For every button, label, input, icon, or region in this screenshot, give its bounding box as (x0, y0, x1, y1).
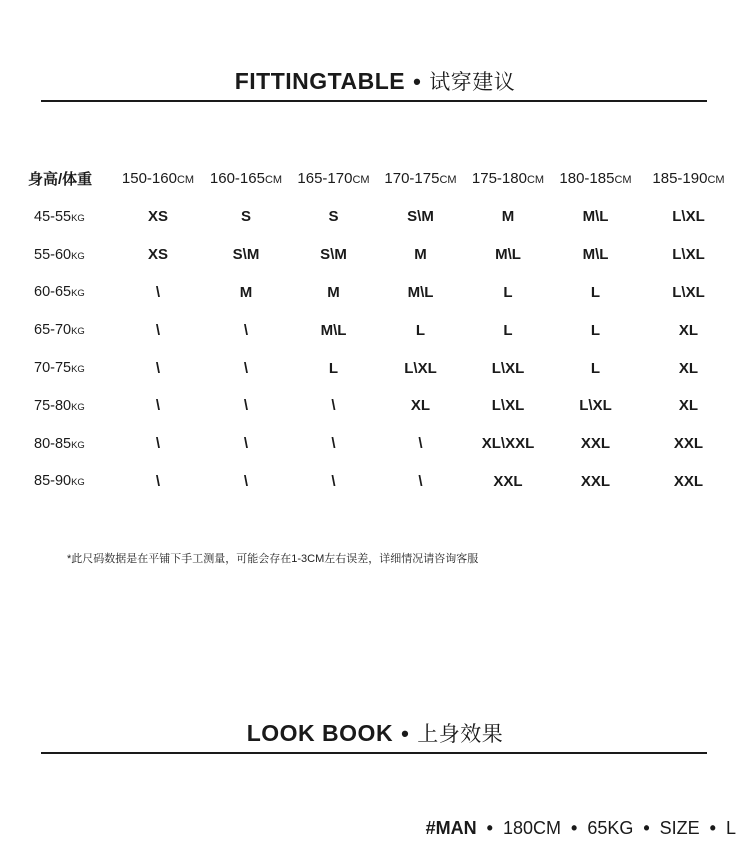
size-cell: M\L (582, 208, 609, 226)
size-cell: M (501, 208, 515, 226)
size-cell: L (590, 359, 601, 377)
model-weight: 65KG (587, 818, 634, 838)
size-cell: L (590, 283, 601, 301)
size-cell: \ (418, 435, 423, 453)
model-separator: • (571, 818, 578, 838)
size-cell: XL (678, 397, 699, 415)
fitting-divider (41, 100, 707, 102)
heading-separator: • (413, 69, 422, 94)
size-cell: \ (243, 359, 249, 377)
size-cell: L\XL (491, 359, 525, 377)
size-cell: S (328, 208, 339, 226)
height-range-header (114, 158, 202, 198)
size-cell: XL\XXL (481, 435, 535, 453)
size-cell: \ (331, 435, 336, 453)
height-range-value: 160-165 (209, 169, 265, 187)
size-cell: \ (331, 472, 336, 490)
fitting-title-en: FITTINGTABLE (234, 68, 406, 94)
size-cell: M\L (320, 321, 347, 339)
lookbook-heading (0, 718, 750, 748)
fitting-table-heading (0, 66, 750, 96)
weight-unit: KG (71, 364, 85, 376)
height-unit: CM (526, 173, 545, 186)
model-separator: • (709, 818, 716, 838)
height-range-value: 150-160 (121, 169, 177, 187)
size-cell: S (240, 208, 251, 226)
weight-range-value: 75-80 (34, 397, 72, 414)
weight-range-header (22, 311, 114, 349)
size-cell: \ (243, 435, 249, 453)
size-cell: \ (155, 397, 161, 415)
weight-range-value: 80-85 (34, 435, 72, 452)
size-cell: XXL (673, 435, 704, 453)
model-height: 180CM (502, 818, 561, 838)
table-row (22, 236, 738, 274)
size-cell: XL (678, 359, 699, 377)
height-unit: CM (352, 173, 370, 186)
size-cell: XS (147, 208, 168, 226)
size-cell: L (503, 283, 513, 301)
size-cell: L\XL (672, 246, 705, 264)
weight-unit: KG (71, 288, 85, 300)
height-range-value: 180-185 (559, 169, 615, 187)
size-cell: L (590, 321, 601, 339)
height-range-header (377, 158, 464, 198)
weight-unit: KG (71, 477, 85, 489)
size-cell: M\L (495, 246, 521, 264)
height-unit: CM (707, 173, 725, 186)
table-row (22, 387, 738, 425)
weight-unit: KG (71, 212, 85, 224)
size-cell: \ (155, 359, 161, 377)
weight-unit: KG (71, 401, 85, 413)
corner-label: 身高/体重 (28, 170, 93, 188)
weight-range-header (22, 274, 114, 312)
size-cell: M (414, 246, 427, 264)
size-cell: L\XL (404, 359, 437, 377)
weight-range-header (22, 349, 114, 387)
weight-range-value: 45-55 (34, 208, 72, 225)
size-cell: \ (331, 397, 336, 415)
size-cell: L (415, 321, 426, 339)
height-unit: CM (439, 173, 457, 186)
size-cell: M (327, 283, 340, 301)
size-cell: XXL (580, 472, 611, 490)
lookbook-title-en: LOOK BOOK (246, 720, 394, 746)
height-unit: CM (176, 173, 195, 186)
weight-unit: KG (71, 326, 85, 338)
weight-range-value: 65-70 (34, 322, 72, 339)
weight-range-value: 85-90 (34, 473, 72, 490)
size-cell: S\M (407, 208, 434, 226)
size-cell: \ (155, 321, 161, 339)
size-cell: XL (678, 321, 699, 339)
model-tag: #MAN (425, 818, 477, 838)
size-cell: XS (147, 246, 168, 264)
table-row (22, 425, 738, 463)
measurement-note: *此尺码数据是在平铺下手工测量，可能会存在1-3CM左右误差，详细情况请咨询客服 (67, 553, 479, 565)
size-cell: L\XL (579, 397, 612, 415)
height-range-header (464, 158, 552, 198)
table-body (22, 198, 738, 500)
model-size-value: L (725, 818, 736, 838)
size-cell: \ (243, 472, 249, 490)
size-cell: \ (243, 321, 249, 339)
lookbook-divider (41, 752, 707, 754)
size-cell: L\XL (672, 283, 705, 301)
size-cell: XL (410, 397, 431, 415)
weight-range-header (22, 463, 114, 501)
size-cell: M\L (407, 283, 434, 301)
height-range-value: 175-180 (471, 169, 527, 187)
height-unit: CM (264, 173, 283, 186)
size-cell: L\XL (672, 208, 705, 226)
table-row (22, 274, 738, 312)
height-range-header (552, 158, 639, 198)
fitting-title-cn: 试穿建议 (429, 71, 516, 94)
weight-range-header (22, 387, 114, 425)
size-cell: L\XL (491, 397, 525, 415)
size-cell: \ (155, 283, 161, 301)
table-row (22, 463, 738, 501)
size-cell: \ (243, 397, 249, 415)
weight-range-header (22, 425, 114, 463)
size-cell: S\M (320, 246, 347, 264)
size-cell: XXL (580, 435, 611, 453)
height-range-value: 185-190 (652, 169, 708, 187)
weight-range-value: 60-65 (34, 284, 72, 301)
weight-range-header (22, 198, 114, 236)
table-row (22, 311, 738, 349)
weight-range-header (22, 236, 114, 274)
size-cell: M\L (582, 246, 609, 264)
model-info (426, 818, 736, 839)
size-cell: L (503, 321, 513, 339)
table-row (22, 198, 738, 236)
size-cell: XXL (673, 472, 704, 490)
size-cell: L (328, 359, 339, 377)
size-cell: \ (155, 472, 161, 490)
model-separator: • (643, 818, 650, 838)
weight-unit: KG (71, 250, 85, 262)
size-cell: \ (155, 435, 161, 453)
weight-range-value: 70-75 (34, 360, 72, 377)
lookbook-title-cn: 上身效果 (417, 723, 504, 746)
height-range-value: 165-170 (297, 169, 353, 187)
height-unit: CM (614, 173, 632, 186)
size-cell: S\M (232, 246, 260, 264)
height-range-value: 170-175 (384, 169, 440, 187)
weight-range-value: 55-60 (34, 246, 72, 263)
model-separator: • (486, 818, 493, 838)
size-chart-table (22, 158, 738, 500)
weight-unit: KG (71, 439, 85, 451)
size-cell: \ (418, 472, 423, 490)
size-cell: M (239, 283, 253, 301)
height-range-header (639, 158, 738, 198)
table-row (22, 349, 738, 387)
heading-separator: • (401, 721, 410, 746)
height-range-header (290, 158, 377, 198)
model-size-label: SIZE (659, 818, 700, 838)
height-range-header (202, 158, 290, 198)
table-header-row (22, 158, 738, 198)
size-cell: XXL (493, 472, 523, 490)
